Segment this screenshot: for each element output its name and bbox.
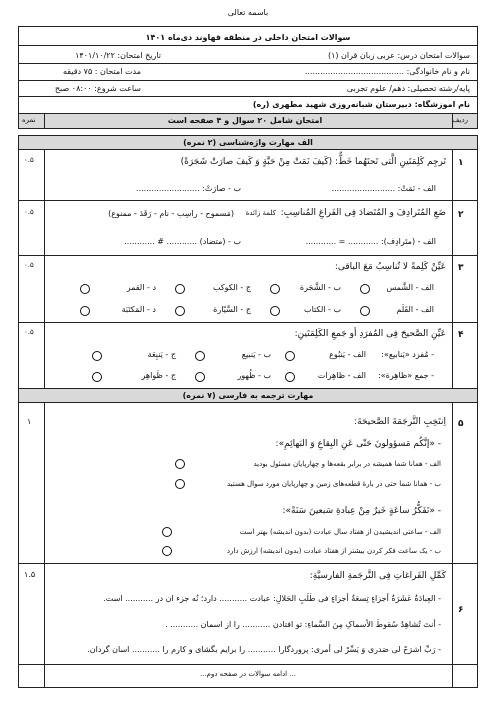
q3-opt2-c: ج - السَّیّارة bbox=[213, 305, 251, 314]
q4-radio-1b[interactable] bbox=[195, 351, 205, 361]
q5-s2-option-a: الف - ساعتی اندیشیدن از هفتاد سال عبادت (بدون اندیشه) بهتر است bbox=[239, 528, 441, 536]
q1-number: ۱ bbox=[458, 158, 464, 168]
q3-radio-1b[interactable] bbox=[270, 284, 280, 294]
q3-radio-1d[interactable] bbox=[80, 284, 90, 294]
basmala: باسمه تعالی bbox=[227, 8, 269, 17]
q4-radio-2a[interactable] bbox=[285, 372, 295, 382]
q6-number: ۶ bbox=[458, 605, 464, 615]
q2-words: (مَسموح - راسِب - نام - رَقَدَ - ممنوع) bbox=[108, 209, 234, 218]
q3-radio-1a[interactable] bbox=[360, 284, 370, 294]
q2-option-a: الف - (متَرادِف): ............ = ............ bbox=[305, 237, 436, 246]
section-vocab: الف مهارت واژه‌شناسی (۲ نمره) bbox=[183, 138, 313, 147]
grade-field: پایه/رشته تحصیلی: دهم/ علوم تجربی bbox=[346, 84, 470, 93]
q4-opt2-b: ب - ظُهور bbox=[237, 371, 271, 380]
q3-opt1-b: ب - الشَّجَرة bbox=[299, 283, 341, 292]
q5-radio-2b[interactable] bbox=[162, 546, 172, 556]
subject: سوالات امتحان درس: عربی زبان قران (۱) bbox=[327, 51, 470, 60]
q5-s1-option-b: ب - همانا شما حتی در بارهٔ قطعه‌های زمین و چهارپایان مورد سوال هستید bbox=[227, 480, 441, 488]
q4-radio-1c[interactable] bbox=[92, 351, 102, 361]
q6-sentence-2: - أنتَ تُشاهِدُ سُقوطَ الأسماکِ مِنَ السَّماءِ: تو افتادن ........... را از اسمان ........... . bbox=[165, 620, 441, 629]
q4-score: ۰.۵ bbox=[24, 328, 34, 336]
exam-date: تاریخ امتحان: ۱۴۰۱/۱۰/۲۲ bbox=[75, 51, 161, 60]
q6-text: کَمِّلِ الفَراغاتِ فِی التَّرجَمةِ الفارسیَّةِ: bbox=[309, 571, 446, 581]
radif-header: ردیف bbox=[452, 116, 468, 124]
q6-sentence-3: - رَبِّ اشرَحْ لی صَدری وَ یَسِّرْ لی أمری: پروردگارا ........... را برایم بگشای و کارم را ........... اسان گردان. bbox=[87, 645, 441, 654]
q3-opt2-d: د - المَکتَبَة bbox=[121, 305, 156, 314]
q4-number: ۴ bbox=[458, 330, 464, 340]
q3-radio-2a[interactable] bbox=[360, 306, 370, 316]
section-translation: مهارت ترجمه به فارسی (۷ نمره) bbox=[182, 391, 314, 400]
q4-row2-label: - جمع «ظاهِرة»: bbox=[378, 371, 434, 380]
q4-opt2-c: ج - ظَواهِر bbox=[141, 371, 176, 380]
q3-text: عَیِّنْ کَلِمةً لا تُناسِبُ مَعَ الباقی: bbox=[334, 262, 446, 272]
q5-text: اِنتَخِبِ التَّرجَمَةَ الصَّحیحَةَ: bbox=[354, 417, 446, 427]
q2-score: ۰.۵ bbox=[24, 208, 34, 216]
school-name: نام اموزشگاه: دبیرستان شبانه‌روزی شهید مطهری (ره) bbox=[252, 100, 470, 109]
q4-opt1-a: الف - یَنبُوع bbox=[329, 350, 366, 359]
student-name: نام و نام خانوادگی: ....................................... bbox=[304, 67, 470, 76]
q4-opt1-c: ج - یَنبِعَة bbox=[147, 350, 176, 359]
q5-s2-option-b: ب - یک ساعت فکر کردن بیشتر از هفتاد عبادت (بدون اندیشه) ارزش دارد bbox=[226, 547, 441, 555]
q6-score: ۱.۵ bbox=[24, 570, 36, 579]
start-time: ساعت شروع: ۰۸:۰۰ صبح bbox=[54, 84, 141, 93]
q2-extra-note: کلمة زائدة bbox=[245, 209, 276, 217]
q5-s1-option-a: الف - همانا شما همیشه در برابر بقعه‌ها و چهارپایان مسئول بودید bbox=[253, 460, 441, 468]
q5-radio-1a[interactable] bbox=[175, 459, 185, 469]
score-header: نمره bbox=[22, 116, 36, 124]
q5-sentence-1: - «إنَّکُم مَسؤولونَ حَتّی عَنِ البِقاعِ وَ البَهائِمِ»: bbox=[275, 439, 441, 449]
q5-radio-1b[interactable] bbox=[175, 479, 185, 489]
q6-sentence-1: - العِبادَةُ عَشَرَةُ أجزاءٍ تِسعَةٌ أجزاءٍ فی طَلَبِ الحَلالِ: عبادت ........... دارد؛ نُه جزء ان در ........... است. bbox=[103, 594, 441, 603]
page-footer: ... ادامه سوالات در صفحه دوم... bbox=[199, 670, 297, 678]
q5-number: ۵ bbox=[458, 419, 464, 429]
q3-score: ۰.۵ bbox=[24, 261, 34, 269]
q4-opt2-a: الف - ظاهِرات bbox=[317, 371, 366, 380]
q2-option-b: ب - (متضاد) ............ # ............ bbox=[124, 237, 241, 246]
q2-text: ضَعِ المُتَرادِفَ و المُتَضادَ فِی الفَراغِ المُناسِبِ: bbox=[280, 208, 446, 218]
q3-opt1-d: د - القمر bbox=[126, 283, 156, 292]
q4-row1-label: - مُفرد «یَنابیع»: bbox=[381, 350, 434, 359]
q3-opt2-a: الف - القَلَم bbox=[396, 305, 434, 314]
exam-duration: مدت امتحان : ۷۵ دقیقه bbox=[62, 67, 141, 76]
q5-radio-2a[interactable] bbox=[162, 527, 172, 537]
q3-number: ۳ bbox=[458, 263, 464, 273]
q4-radio-2b[interactable] bbox=[195, 372, 205, 382]
q4-radio-1a[interactable] bbox=[285, 351, 295, 361]
q4-radio-2c[interactable] bbox=[92, 372, 102, 382]
q3-opt2-b: ب - الکتاب bbox=[304, 305, 341, 314]
q4-text: عَیِّنِ الصَّحیحَ فِی المُفرَدِ أو جَمعِ الکَلِمَتَینِ: bbox=[294, 329, 446, 339]
q1-option-a: الف - نَمَتْ: ......................... bbox=[331, 184, 436, 193]
q3-radio-1c[interactable] bbox=[175, 284, 185, 294]
q1-score: ۰.۵ bbox=[24, 156, 34, 164]
q3-opt1-a: الف - الشَّمس bbox=[386, 283, 434, 292]
q3-radio-2d[interactable] bbox=[80, 306, 90, 316]
exam-info: امتحان شامل ۲۰ سوال و ۴ صفحه است bbox=[167, 116, 323, 125]
q5-sentence-2: - «تَفَکُّرُ ساعَةٍ خَیرٌ مِنْ عِبادةِ سَبعینَ سَنَةً»: bbox=[282, 506, 441, 516]
q2-number: ۲ bbox=[458, 210, 464, 220]
q1-text: تَرجِم کَلِمَتَینِ الَّتی تَحتَهُما خَطٌّ: (کَیفَ نَمَتْ مِنْ حَبَّةٍ وَ کَیفَ صارَتْ شَجَرَةً) bbox=[180, 157, 446, 167]
q3-opt1-c: ج - الکوکب bbox=[212, 283, 251, 292]
q3-radio-2c[interactable] bbox=[175, 306, 185, 316]
exam-title: سوالات امتحان داخلی در منطقه قهاوند دی‌ماه ۱۴۰۱ bbox=[145, 33, 351, 42]
q3-radio-2b[interactable] bbox=[270, 306, 280, 316]
q4-opt1-b: ب - یَنبیع bbox=[241, 350, 271, 359]
q1-option-b: ب - صارَتْ: ......................... bbox=[136, 184, 241, 193]
q5-score: ۱ bbox=[27, 417, 32, 426]
